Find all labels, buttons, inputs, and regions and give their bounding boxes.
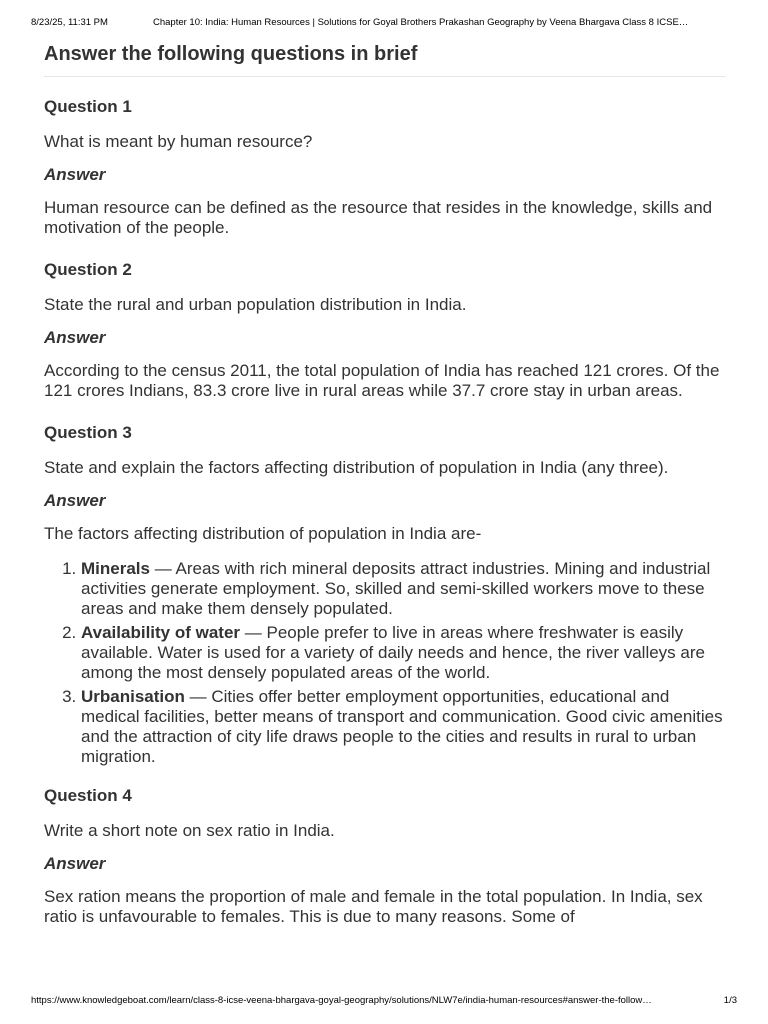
answer-text: Sex ration means the proportion of male and female in the total population. In India, sex ratio is unfavourable to females. This is due to many reasons. Some of (44, 887, 703, 926)
section-title: Answer the following questions in brief (44, 40, 726, 77)
answer-text: Human resource can be defined as the resource that resides in the knowledge, skills and motivation of the people. (44, 198, 713, 237)
question-block-4 (44, 785, 726, 927)
factor-term: Urbanisation (81, 687, 185, 706)
answer-text: The factors affecting distribution of population in India are- (44, 524, 482, 543)
question-text: Write a short note on sex ratio in India. (44, 821, 335, 840)
factor-term: Availability of water (81, 623, 241, 642)
question-label: Question 4 (44, 786, 132, 805)
answer-label: Answer (44, 328, 106, 347)
page-url: https://www.knowledgeboat.com/learn/class-8-icse-veena-bhargava-goyal-geography/solutions/NLW7e/india-human-resources#answer-the-follow… (31, 995, 652, 1006)
factor-desc: — Areas with rich mineral deposits attract industries. Mining and industrial activities generate employment. So, skilled and semi-skilled workers move to these areas and make them densely populated. (81, 559, 711, 618)
question-label: Question 1 (44, 97, 132, 116)
print-header (31, 17, 748, 29)
factor-desc: — People prefer to live in areas where freshwater is easily available. Water is used for a variety of daily needs and hence, the river valleys are among the most densely populated areas of the world. (81, 623, 705, 682)
question-label: Question 2 (44, 260, 132, 279)
list-item (81, 623, 726, 683)
list-item (81, 687, 726, 767)
question-label: Question 3 (44, 423, 132, 442)
factors-list (44, 559, 726, 767)
page-number: 1/3 (723, 995, 737, 1006)
question-block-2 (44, 259, 726, 401)
question-text: State and explain the factors affecting distribution of population in India (any three). (44, 458, 669, 477)
article-content (44, 40, 726, 927)
answer-label: Answer (44, 165, 106, 184)
print-date: 8/23/25, 11:31 PM (31, 17, 108, 28)
answer-label: Answer (44, 491, 106, 510)
question-text: State the rural and urban population distribution in India. (44, 295, 467, 314)
question-block-1 (44, 96, 726, 238)
answer-label: Answer (44, 854, 106, 873)
list-item (81, 559, 726, 619)
print-footer (31, 995, 737, 1007)
answer-text: According to the census 2011, the total population of India has reached 121 crores. Of the 121 crores Indians, 83.3 crore live in rural areas while 37.7 crore stay in urban areas. (44, 361, 720, 400)
question-text: What is meant by human resource? (44, 132, 313, 151)
factor-term: Minerals (81, 559, 150, 578)
question-block-3 (44, 422, 726, 767)
factor-desc: — Cities offer better employment opportunities, educational and medical facilities, better means of transport and communication. Good civic amenities and the attraction of city life draws people to the cities and results in rural to urban migration. (81, 687, 723, 766)
print-doc-title: Chapter 10: India: Human Resources | Solutions for Goyal Brothers Prakashan Geography by Veena Bhargava Class 8 ICSE… (153, 17, 689, 28)
